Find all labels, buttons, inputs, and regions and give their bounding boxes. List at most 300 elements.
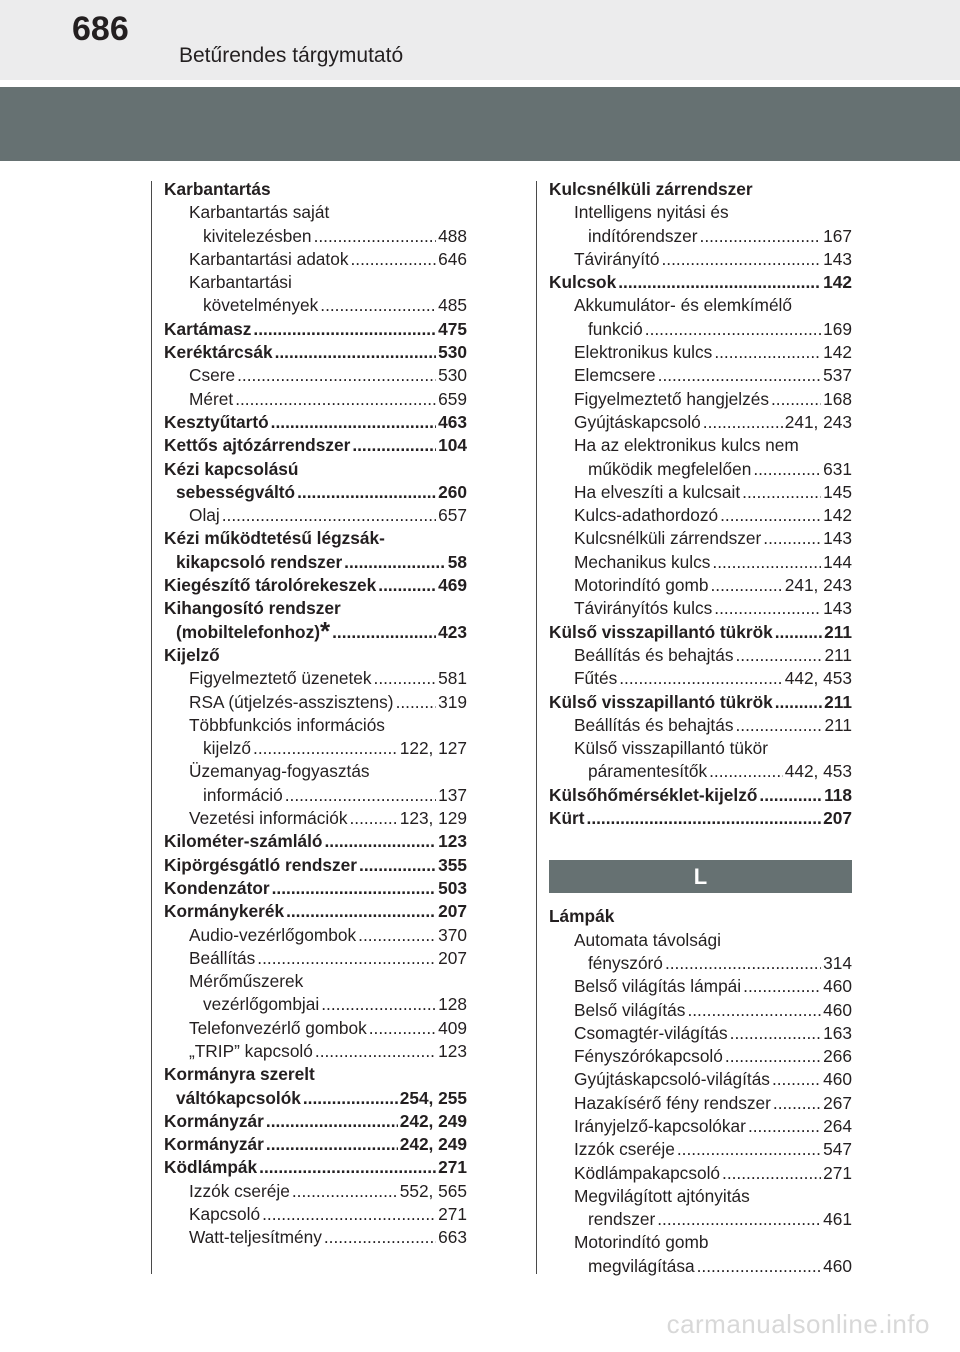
- index-entry-text: indítórendszer: [588, 225, 698, 246]
- dot-leader: [266, 1110, 398, 1133]
- index-entry-text: Keréktárcsák: [164, 342, 273, 363]
- index-entry-text: rendszer: [588, 1209, 656, 1230]
- index-entry-text: Gyújtáskapcsoló-világítás: [574, 1069, 770, 1090]
- dot-leader: [775, 621, 822, 644]
- dot-leader: [253, 318, 436, 341]
- index-entry: [164, 807, 467, 830]
- index-entry-page: 657: [438, 505, 467, 526]
- index-entry-text: Méret: [189, 388, 234, 409]
- dot-leader: [753, 458, 821, 481]
- index-entry-page: 442, 453: [784, 668, 852, 689]
- index-entry-text: Csomagtér-világítás: [574, 1022, 728, 1043]
- index-entry-text: Belső világítás: [574, 999, 686, 1020]
- index-entry-text: Kulcsnélküli zárrendszer: [549, 179, 753, 199]
- index-entry: [164, 248, 467, 271]
- index-entry-text: Megvilágított ajtónyitás: [574, 1185, 750, 1206]
- index-entry-text: Motorindító gomb: [574, 575, 709, 596]
- dot-leader: [272, 877, 437, 900]
- index-entry-text: Kézi kapcsolású: [164, 458, 299, 479]
- dot-leader: [677, 1138, 821, 1161]
- index-entry: [164, 551, 467, 574]
- index-entry-text: sebességváltó: [176, 481, 296, 502]
- index-entry-page: 537: [823, 365, 852, 386]
- index-entry: [549, 178, 852, 201]
- index-entry-page: 169: [823, 318, 852, 339]
- index-entry: [549, 737, 852, 760]
- index-entry-text: Távirányítós kulcs: [574, 598, 713, 619]
- index-entry-text: Kilométer-számláló: [164, 831, 323, 852]
- index-entry: [549, 1208, 852, 1231]
- index-entry: [549, 411, 852, 434]
- index-entry-text: Izzók cseréje: [189, 1180, 290, 1201]
- dot-leader: [374, 667, 437, 690]
- index-entry-page: 423: [438, 621, 467, 642]
- index-entry-page: 145: [823, 481, 852, 502]
- page-title: Betűrendes tárgymutató: [179, 44, 404, 67]
- index-entry: [164, 271, 467, 294]
- index-entry-page: 207: [438, 901, 467, 922]
- index-entry-text: Csere: [189, 365, 236, 386]
- index-entry: [549, 527, 852, 550]
- dot-leader: [359, 854, 436, 877]
- dot-leader: [286, 900, 436, 923]
- index-entry-text: Hazakísérő fény rendszer: [574, 1092, 771, 1113]
- index-entry: [549, 1138, 852, 1161]
- index-entry-text: Olaj: [189, 505, 220, 526]
- index-entry-page: 142: [823, 272, 852, 293]
- index-entry-page: 485: [438, 295, 467, 316]
- dot-leader: [775, 691, 822, 714]
- index-entry: [164, 900, 467, 923]
- index-entry-text: Kormánykerék: [164, 901, 285, 922]
- index-entry: [549, 481, 852, 504]
- index-entry: [164, 1017, 467, 1040]
- index-entry-text: Kézi működtetésű légzsák-: [164, 528, 385, 549]
- index-entry-page: 461: [823, 1209, 852, 1230]
- index-entry: [164, 854, 467, 877]
- index-entry-page: 211: [824, 644, 852, 665]
- index-entry: [549, 760, 852, 783]
- dot-leader: [665, 952, 821, 975]
- index-entry-text: megvilágítása: [588, 1255, 695, 1276]
- dot-leader: [303, 1087, 398, 1110]
- index-entry: [549, 225, 852, 248]
- index-entry-text: Kiegészítő tárolórekeszek: [164, 575, 377, 596]
- dot-leader: [275, 341, 437, 364]
- index-entry-text: Kondenzátor: [164, 877, 270, 898]
- index-entry-page: 460: [823, 1255, 852, 1276]
- index-entry-text: Elektronikus kulcs: [574, 342, 713, 363]
- index-entry-page: 460: [823, 976, 852, 997]
- index-entry: [549, 1162, 852, 1185]
- index-entry-page: 530: [438, 365, 467, 386]
- index-entry-text: Kormányra szerelt: [164, 1064, 315, 1085]
- index-column-right: [549, 178, 852, 1278]
- page-number: 686: [72, 10, 129, 48]
- index-entry-page: 314: [823, 952, 852, 973]
- dot-leader: [759, 784, 822, 807]
- index-entry-text: Figyelmeztető hangjelzés: [574, 388, 769, 409]
- index-entry-text: Izzók cseréje: [574, 1139, 675, 1160]
- dot-leader: [748, 1115, 821, 1138]
- index-entry-text: Fényszórókapcsoló: [574, 1046, 723, 1067]
- index-entry-text: Kihangosító rendszer: [164, 598, 341, 619]
- dot-leader: [700, 225, 822, 248]
- index-entry-page: 163: [823, 1022, 852, 1043]
- index-entry-page: 463: [438, 411, 467, 432]
- index-entry-text: információ: [203, 784, 283, 805]
- dot-leader: [722, 1162, 821, 1185]
- index-entry: [549, 201, 852, 224]
- index-entry-text: Figyelmeztető üzenetek: [189, 668, 372, 689]
- index-entry-text: követelmények: [203, 295, 319, 316]
- index-entry: [549, 644, 852, 667]
- index-entry: [549, 458, 852, 481]
- index-entry: [549, 574, 852, 597]
- dot-leader: [332, 621, 436, 644]
- index-entry-page: 659: [438, 388, 467, 409]
- index-entry: [549, 1045, 852, 1068]
- index-entry: [164, 574, 467, 597]
- dot-leader: [358, 924, 436, 947]
- dot-leader: [703, 411, 783, 434]
- index-entry-text: Elemcsere: [574, 365, 656, 386]
- index-entry: [549, 999, 852, 1022]
- index-entry-page: 355: [438, 854, 467, 875]
- index-entry-text: Kulcsnélküli zárrendszer: [574, 528, 762, 549]
- index-entry: [549, 318, 852, 341]
- index-entry: [164, 1180, 467, 1203]
- dot-leader: [763, 527, 821, 550]
- index-entry: [164, 760, 467, 783]
- section-letter-bar: L: [549, 860, 852, 893]
- index-entry-text: (mobiltelefonhoz): [176, 621, 320, 642]
- index-entry: [549, 714, 852, 737]
- index-entry-page: 442, 453: [784, 761, 852, 782]
- index-entry-text: Irányjelző-kapcsolókar: [574, 1115, 746, 1136]
- index-entry-text: Automata távolsági: [574, 929, 721, 950]
- index-entry-page: 241, 243: [784, 575, 852, 596]
- dot-leader: [587, 807, 822, 830]
- index-entry-text: Mérőműszerek: [189, 971, 304, 992]
- index-entry-text: Beállítás: [189, 947, 256, 968]
- index-entry-page: 143: [823, 248, 852, 269]
- dot-leader: [743, 975, 821, 998]
- index-entry-page: 143: [823, 528, 852, 549]
- dot-leader: [720, 504, 821, 527]
- index-entry-page: 460: [823, 1069, 852, 1090]
- index-entry-text: kikapcsoló rendszer: [176, 551, 343, 572]
- index-entry-text: Vezetési információk: [189, 808, 348, 829]
- index-entry: [164, 504, 467, 527]
- index-entry-page: 104: [438, 435, 467, 456]
- index-entry-text: Ha elveszíti a kulcsait: [574, 481, 741, 502]
- index-entry-text: Többfunkciós információs: [189, 714, 385, 735]
- index-entry-page: 207: [823, 808, 852, 829]
- index-entry-page: 167: [823, 225, 852, 246]
- index-entry: [164, 1203, 467, 1226]
- index-entry-text: Kartámasz: [164, 318, 252, 339]
- index-entry: [164, 970, 467, 993]
- index-entry-text: Kormányzár: [164, 1110, 264, 1131]
- dot-leader: [742, 481, 821, 504]
- index-entry: [164, 877, 467, 900]
- dot-leader: [712, 551, 821, 574]
- index-entry-text: funkció: [588, 318, 643, 339]
- index-entry-page: 143: [823, 598, 852, 619]
- index-entry: [549, 1022, 852, 1045]
- index-entry-text: Külső visszapillantó tükör: [574, 738, 769, 759]
- index-entry-text: kijelző: [203, 738, 252, 759]
- index-entry: [164, 364, 467, 387]
- index-entry-page: 409: [438, 1017, 467, 1038]
- index-entry: [549, 975, 852, 998]
- dot-leader: [350, 248, 436, 271]
- index-entry: [164, 411, 467, 434]
- index-entry: [164, 481, 467, 504]
- dot-leader: [369, 1017, 436, 1040]
- dot-leader: [735, 644, 822, 667]
- index-entry-page: 460: [823, 999, 852, 1020]
- dot-leader: [262, 1203, 436, 1226]
- dot-leader: [235, 388, 436, 411]
- dot-leader: [315, 1040, 436, 1063]
- index-entry-page: 581: [438, 668, 467, 689]
- dot-leader: [324, 830, 436, 853]
- dot-leader: [266, 1133, 398, 1156]
- index-entry-text: váltókapcsolók: [176, 1087, 301, 1108]
- index-entry: [549, 905, 852, 928]
- index-entry-text: Karbantartás: [164, 179, 271, 199]
- dot-leader: [725, 1045, 821, 1068]
- index-entry-page: 264: [823, 1115, 852, 1136]
- index-entry-text: Beállítás és behajtás: [574, 644, 734, 665]
- index-entry-text: Watt-teljesítmény: [189, 1227, 322, 1248]
- dot-leader: [658, 364, 822, 387]
- index-entry: [549, 621, 852, 644]
- dot-leader: [709, 760, 783, 783]
- index-entry-page: 260: [438, 481, 467, 502]
- dot-leader: [297, 481, 436, 504]
- index-list-k-continued: [549, 178, 852, 830]
- index-entry-page: 142: [823, 342, 852, 363]
- dot-leader: [237, 364, 436, 387]
- index-entry: [549, 1092, 852, 1115]
- dot-leader: [285, 784, 436, 807]
- index-entry-text: Karbantartási adatok: [189, 248, 349, 269]
- index-entry-page: 254, 255: [399, 1087, 467, 1108]
- index-entry-page: 242, 249: [399, 1110, 467, 1131]
- dot-leader: [619, 667, 782, 690]
- index-entry: [164, 1063, 467, 1086]
- index-entry: [164, 178, 467, 201]
- index-entry-page: 118: [824, 784, 852, 805]
- index-entry-page: 488: [438, 225, 467, 246]
- index-entry-text: működik megfelelően: [588, 458, 752, 479]
- index-entry: [164, 1087, 467, 1110]
- index-entry-page: 266: [823, 1046, 852, 1067]
- index-entry-text: Ködlámpák: [164, 1157, 258, 1178]
- index-entry-text: Audio-vezérlőgombok: [189, 924, 357, 945]
- index-entry: [549, 271, 852, 294]
- index-entry-text: kivitelezésben: [203, 225, 312, 246]
- index-entry-text: Karbantartás saját: [189, 202, 330, 223]
- dot-leader: [222, 504, 436, 527]
- index-entry-page: 123: [438, 1040, 467, 1061]
- index-entry: [549, 248, 852, 271]
- index-entry-page: 137: [438, 784, 467, 805]
- index-entry: [164, 1040, 467, 1063]
- index-entry-page: 267: [823, 1092, 852, 1113]
- dot-leader: [735, 714, 822, 737]
- index-entry: [549, 667, 852, 690]
- index-entry-page: 547: [823, 1139, 852, 1160]
- index-entry: [164, 1110, 467, 1133]
- index-entry-text: RSA (útjelzés-asszisztens): [189, 691, 394, 712]
- index-entry-text: vezérlőgombjai: [203, 994, 320, 1015]
- index-entry: [164, 737, 467, 760]
- index-entry: [164, 691, 467, 714]
- index-entry: [549, 929, 852, 952]
- index-entry: [164, 667, 467, 690]
- index-entry: [164, 644, 467, 667]
- dot-leader: [710, 574, 782, 597]
- index-entry-page: 211: [824, 714, 852, 735]
- dot-leader: [661, 248, 821, 271]
- dot-leader: [714, 597, 821, 620]
- index-entry-text: fényszóró: [588, 952, 663, 973]
- watermark: carmanualsonline.info: [666, 1309, 930, 1339]
- index-entry-page: 469: [438, 575, 467, 596]
- index-entry-page: 271: [438, 1204, 467, 1225]
- dot-leader: [352, 434, 436, 457]
- index-entry: [164, 597, 467, 620]
- index-entry: [164, 830, 467, 853]
- index-entry-text: Motorindító gomb: [574, 1232, 709, 1253]
- dot-leader: [687, 999, 821, 1022]
- index-entry: [164, 1133, 467, 1156]
- index-entry: [549, 364, 852, 387]
- dot-leader: [253, 737, 398, 760]
- index-entry-text: Fűtés: [574, 668, 618, 689]
- index-entry-text: Kijelző: [164, 644, 220, 665]
- index-entry: [549, 341, 852, 364]
- index-entry-page: 122, 127: [399, 738, 467, 759]
- index-entry-text: Intelligens nyitási és: [574, 202, 729, 223]
- dot-leader: [396, 691, 437, 714]
- index-entry-text: Karbantartási: [189, 272, 292, 293]
- index-entry-page: 475: [438, 318, 467, 339]
- index-entry-text: Külsőhőmérséklet-kijelző: [549, 784, 758, 805]
- index-entry-text: Gyújtáskapcsoló: [574, 411, 701, 432]
- column-rule-right: [536, 181, 537, 1274]
- dot-leader: [378, 574, 436, 597]
- index-entry-text: Kürt: [549, 808, 585, 829]
- index-entry-page: 319: [438, 691, 467, 712]
- dot-leader: [292, 1180, 398, 1203]
- index-entry: [164, 1156, 467, 1179]
- index-entry-page: 123, 129: [399, 808, 467, 829]
- index-entry-text: Kormányzár: [164, 1134, 264, 1155]
- dot-leader: [344, 551, 446, 574]
- index-entry-page: 211: [824, 621, 852, 642]
- index-entry-text: Kapcsoló: [189, 1204, 261, 1225]
- dot-leader: [259, 1156, 436, 1179]
- dot-leader: [697, 1255, 822, 1278]
- index-entry-page: 241, 243: [784, 411, 852, 432]
- index-entry-page: 242, 249: [399, 1134, 467, 1155]
- index-entry: [164, 294, 467, 317]
- dot-leader: [772, 1068, 821, 1091]
- index-entry-text: Ködlámpakapcsoló: [574, 1162, 721, 1183]
- index-entry-page: 503: [438, 877, 467, 898]
- index-entry-page: 123: [438, 831, 467, 852]
- dot-leader: [773, 1092, 821, 1115]
- index-entry: [164, 341, 467, 364]
- index-entry-page: 128: [438, 994, 467, 1015]
- index-entry-page: 211: [824, 691, 852, 712]
- index-entry-page: 58: [447, 551, 467, 572]
- index-entry: [164, 924, 467, 947]
- index-entry-page: 142: [823, 505, 852, 526]
- index-entry: [549, 294, 852, 317]
- dot-leader: [657, 1208, 821, 1231]
- index-entry-page: 144: [823, 551, 852, 572]
- dot-leader: [714, 341, 821, 364]
- index-entry-text: Mechanikus kulcs: [574, 551, 711, 572]
- dot-leader: [314, 225, 437, 248]
- index-entry-page: 207: [438, 947, 467, 968]
- dot-leader: [324, 1226, 436, 1249]
- header-decor-bar: [0, 87, 960, 161]
- dot-leader: [320, 294, 436, 317]
- index-column-left: [164, 178, 467, 1250]
- index-entry-page: 646: [438, 248, 467, 269]
- index-entry-page: 271: [438, 1157, 467, 1178]
- index-entry: [549, 1068, 852, 1091]
- index-entry: [549, 388, 852, 411]
- index-entry-text: Kulcsok: [549, 272, 617, 293]
- index-entry-text: Üzemanyag-fogyasztás: [189, 761, 370, 782]
- index-entry-text: Telefonvezérlő gombok: [189, 1017, 367, 1038]
- index-entry: [549, 1231, 852, 1254]
- dot-leader: [618, 271, 821, 294]
- index-entry: [164, 201, 467, 224]
- dot-leader: [771, 388, 821, 411]
- page-header-band: [0, 0, 960, 80]
- index-entry-text: Kettős ajtózárrendszer: [164, 435, 351, 456]
- index-entry-page: 663: [438, 1227, 467, 1248]
- dot-leader: [349, 807, 397, 830]
- index-entry: [164, 318, 467, 341]
- index-entry: [549, 1185, 852, 1208]
- index-entry: [549, 807, 852, 830]
- index-entry: [549, 597, 852, 620]
- index-entry: [549, 952, 852, 975]
- index-entry-page: 552, 565: [399, 1180, 467, 1201]
- index-entry: (mobiltelefonhoz) * ..... 423: [164, 621, 467, 644]
- dot-leader: [730, 1022, 821, 1045]
- index-entry: [164, 388, 467, 411]
- index-entry-text: Külső visszapillantó tükrök: [549, 691, 773, 712]
- index-entry-page: 530: [438, 342, 467, 363]
- dot-leader: [271, 411, 436, 434]
- index-entry: [164, 458, 467, 481]
- index-entry: [549, 551, 852, 574]
- index-entry-text: „TRIP” kapcsoló: [189, 1040, 313, 1061]
- index-entry: [164, 784, 467, 807]
- column-rule-left: [151, 181, 152, 1274]
